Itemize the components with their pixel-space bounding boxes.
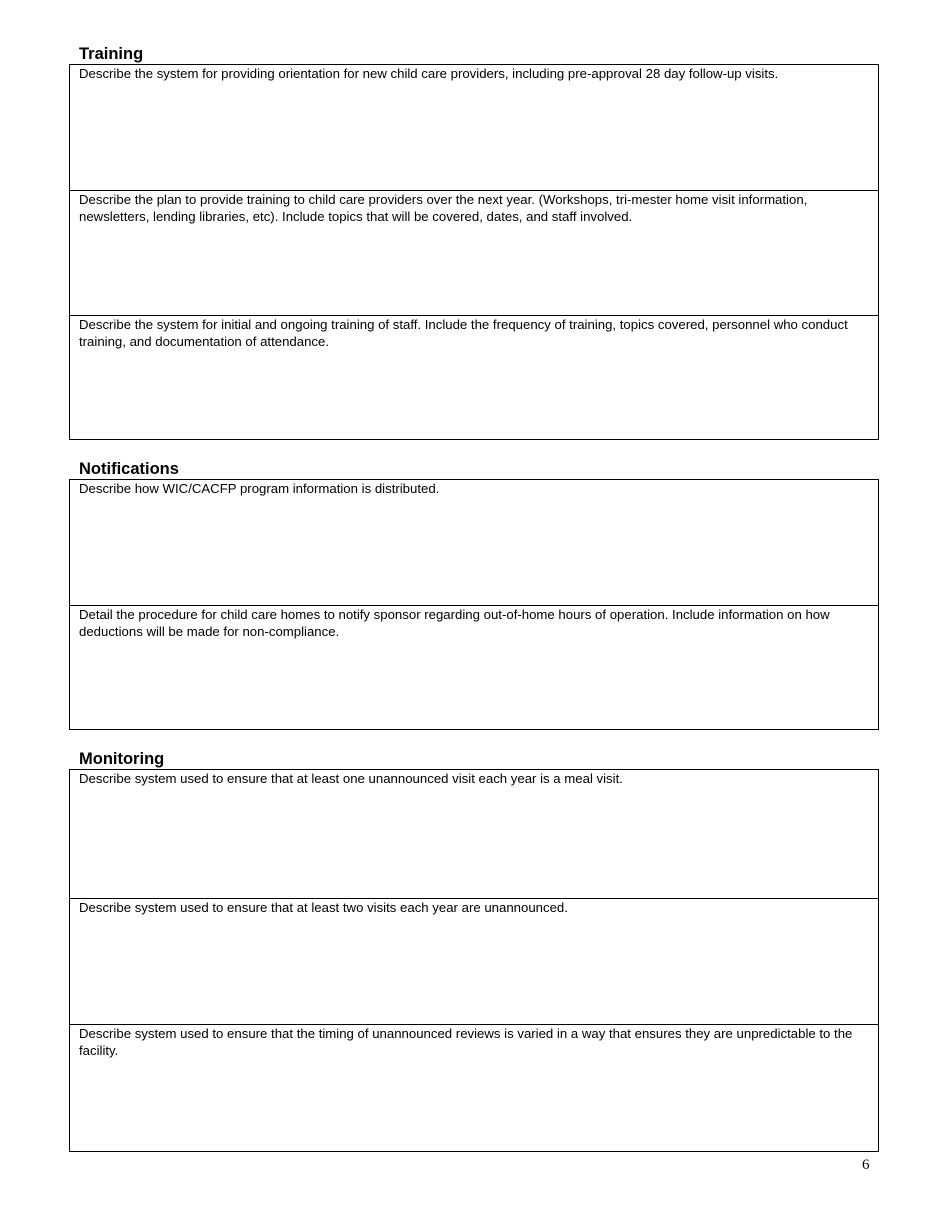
- training-orientation-prompt: Describe the system for providing orientation for new child care providers, including pre-approval 28 day follow-up visits.: [79, 66, 779, 81]
- training-provider-plan-cell[interactable]: [70, 190, 878, 315]
- monitoring-unannounced-prompt: Describe system used to ensure that at least two visits each year are unannounced.: [79, 900, 568, 915]
- notifications-distribution-prompt: Describe how WIC/CACFP program information is distributed.: [79, 481, 440, 496]
- training-staff-prompt: Describe the system for initial and ongoing training of staff. Include the frequency of training, topics covered, personnel who conduct training, and documentation of attendance.: [79, 317, 848, 349]
- section-title-notifications: Notifications: [79, 460, 179, 478]
- notifications-hours-cell[interactable]: [70, 605, 878, 729]
- notifications-hours-prompt: Detail the procedure for child care homes to notify sponsor regarding out-of-home hours of operation. Include information on how deductions will be made for non-compliance.: [79, 607, 830, 639]
- monitoring-unannounced-cell[interactable]: [70, 898, 878, 1024]
- monitoring-table: [69, 769, 879, 1152]
- monitoring-timing-cell[interactable]: [70, 1024, 878, 1151]
- monitoring-meal-visit-prompt: Describe system used to ensure that at least one unannounced visit each year is a meal visit.: [79, 771, 623, 786]
- monitoring-meal-visit-cell[interactable]: [70, 770, 878, 898]
- training-staff-cell[interactable]: [70, 315, 878, 439]
- training-orientation-cell[interactable]: [70, 65, 878, 190]
- section-title-training: Training: [79, 45, 144, 63]
- training-table: [69, 64, 879, 440]
- notifications-distribution-cell[interactable]: [70, 480, 878, 605]
- monitoring-timing-prompt: Describe system used to ensure that the timing of unannounced reviews is varied in a way that ensures they are unpredictable to the facility.: [79, 1026, 853, 1058]
- section-title-monitoring: Monitoring: [79, 750, 165, 768]
- notifications-table: [69, 479, 879, 730]
- page-number: 6: [862, 1157, 870, 1173]
- training-provider-plan-prompt: Describe the plan to provide training to child care providers over the next year. (Workshops, tri-mester home visit information, newsletters, lending libraries, etc). Include topics that will be covered, dates, and staff involved.: [79, 192, 808, 224]
